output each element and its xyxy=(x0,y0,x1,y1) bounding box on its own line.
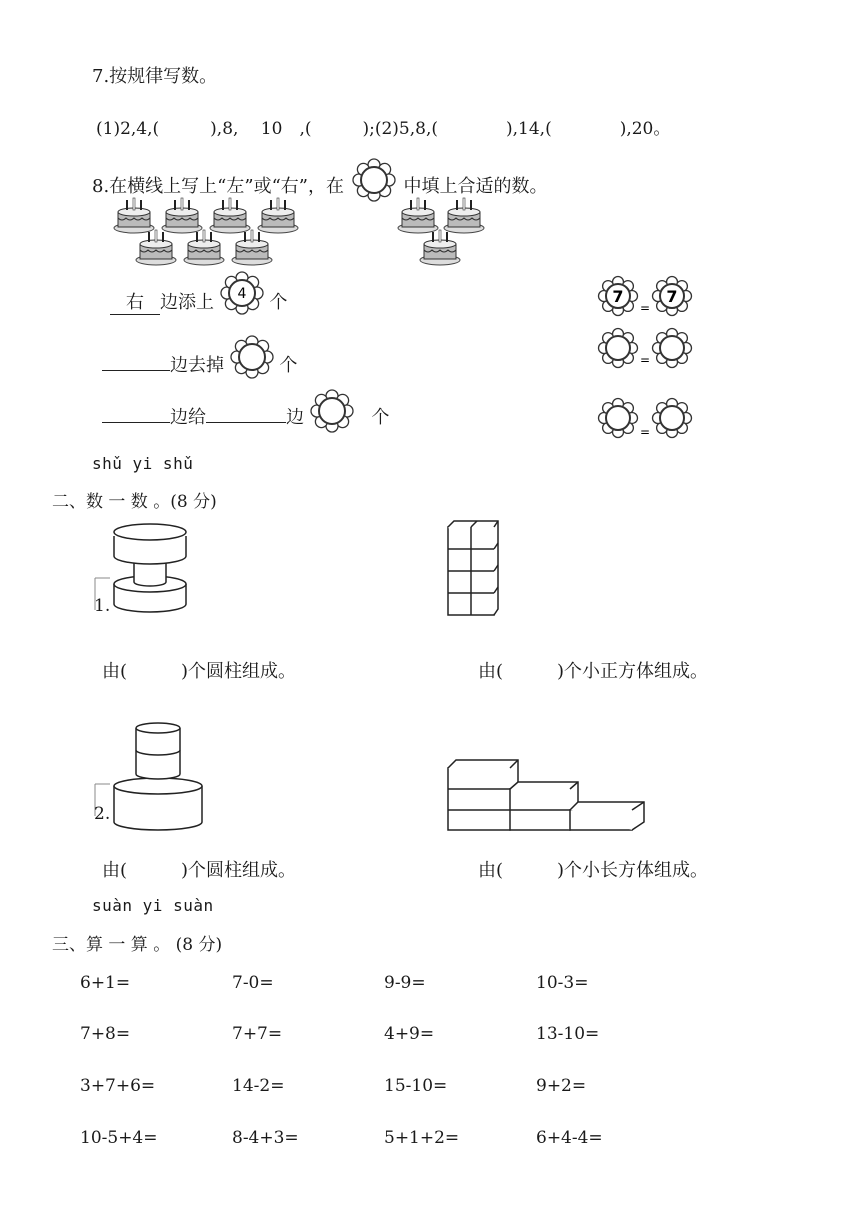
item2-question-b: 由( )个小长方体组成。 xyxy=(478,860,709,881)
item2-question-a: 由( )个圆柱组成。 xyxy=(102,860,297,881)
equals-sign: = xyxy=(639,353,651,367)
q8-row1-unit: 个 xyxy=(269,292,288,313)
cuboid-stack-figure xyxy=(446,758,656,842)
q8-row2-label: 边去掉 xyxy=(170,355,224,376)
q8-row3-answer-blank-1[interactable] xyxy=(102,400,170,423)
q8-row3-label-1: 边给 xyxy=(170,407,206,428)
equation-1-right-number: 7 xyxy=(666,287,678,306)
equals-sign: = xyxy=(639,425,651,439)
flower-number: 4 xyxy=(237,286,247,302)
q8-row3-unit: 个 xyxy=(371,407,390,428)
q8-row3-label-2: 边 xyxy=(286,407,304,428)
q8-row1-label: 边添上 xyxy=(160,292,214,313)
q8-row2 xyxy=(102,348,297,379)
q8-row2-answer-blank[interactable] xyxy=(102,348,170,371)
calc-r2c1: 7+8= xyxy=(80,1024,131,1044)
section2-pinyin: shǔ yi shǔ xyxy=(92,454,194,473)
calc-r1c4: 10-3= xyxy=(536,973,589,993)
calc-r4c1: 10-5+4= xyxy=(80,1128,158,1148)
flower-equation-diagram xyxy=(598,276,708,439)
cake-illustration-right xyxy=(392,200,502,268)
q8-row3 xyxy=(102,400,389,433)
equation-1-left-number: 7 xyxy=(612,287,624,306)
q8-row2-unit: 个 xyxy=(279,355,298,376)
flower-icon xyxy=(352,158,396,202)
cube-stack-figure xyxy=(446,519,506,623)
calc-r4c4: 6+4-4= xyxy=(536,1128,603,1148)
flower-icon[interactable] xyxy=(230,335,274,379)
calc-r3c1: 3+7+6= xyxy=(80,1076,156,1096)
flower-icon xyxy=(220,271,264,315)
calc-r4c3: 5+1+2= xyxy=(384,1128,460,1148)
cuboids-drawing xyxy=(446,758,656,838)
section3-heading: 三、算 一 算 。 (8 分) xyxy=(52,935,223,955)
cake-group-right xyxy=(392,200,502,272)
calc-r2c3: 4+9= xyxy=(384,1024,435,1044)
section2-heading: 二、数 一 数 。(8 分) xyxy=(52,492,217,512)
item1-question-b: 由( )个小正方体组成。 xyxy=(478,661,709,682)
calc-r3c2: 14-2= xyxy=(232,1076,285,1096)
calc-r3c4: 9+2= xyxy=(536,1076,587,1096)
flower-equations xyxy=(598,276,708,440)
cake-illustration-left xyxy=(112,200,312,268)
calc-r1c1: 6+1= xyxy=(80,973,131,993)
q8-title xyxy=(92,172,547,202)
q8-row1 xyxy=(110,288,287,315)
flower-icon[interactable] xyxy=(310,389,354,433)
q8-title-part-b: 中填上合适的数。 xyxy=(403,176,548,197)
q8-row1-answer-blank[interactable]: 右 xyxy=(110,292,160,315)
item1-question-a: 由( )个圆柱组成。 xyxy=(102,661,297,682)
calc-r1c2: 7-0= xyxy=(232,973,274,993)
q7-sequence-line: (1)2,4,( ),8, 10 ,( );(2)5,8,( ),14,( ),20。 xyxy=(96,119,671,139)
q8-row3-answer-blank-2[interactable] xyxy=(206,400,286,423)
item1-number: 1. xyxy=(94,596,111,616)
calc-r1c3: 9-9= xyxy=(384,973,426,993)
item2-number: 2. xyxy=(94,804,111,824)
cubes-drawing xyxy=(446,519,506,619)
section3-pinyin: suàn yi suàn xyxy=(92,896,214,915)
q8-title-part-a: 8.在横线上写上“左”或“右”，在 xyxy=(92,176,344,197)
calc-r2c4: 13-10= xyxy=(536,1024,600,1044)
cake-group-left xyxy=(112,200,312,272)
calc-r3c3: 15-10= xyxy=(384,1076,448,1096)
calc-r2c2: 7+7= xyxy=(232,1024,283,1044)
calc-r4c2: 8-4+3= xyxy=(232,1128,299,1148)
q7-title: 7.按规律写数。 xyxy=(92,66,218,87)
equals-sign: = xyxy=(639,301,651,315)
